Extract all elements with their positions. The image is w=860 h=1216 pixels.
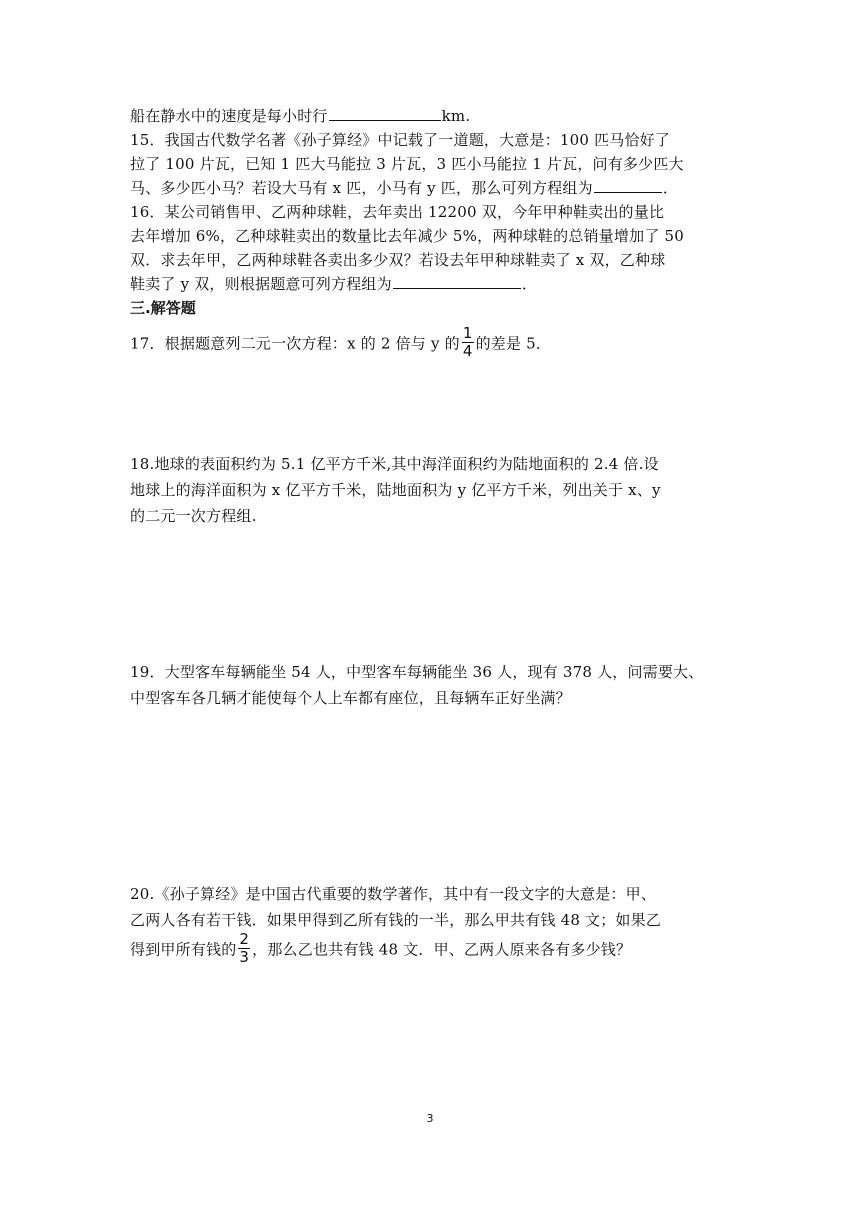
question-19-line-1: 19．大型客车每辆能坐 54 人，中型客车每辆能坐 36 人，现有 378 人，问需要大、 bbox=[130, 663, 704, 681]
q15-text-before: 马、多少匹小马？若设大马有 x 匹，小马有 y 匹，那么可列方程组为 bbox=[130, 179, 593, 197]
question-15-line-3 bbox=[130, 176, 678, 200]
question-20-line-2: 乙两人各有若干钱．如果甲得到乙所有钱的一半，那么甲共有钱 48 文；如果乙 bbox=[130, 911, 662, 929]
q14-answer-blank[interactable] bbox=[329, 106, 441, 121]
q15-answer-blank[interactable] bbox=[594, 178, 662, 193]
question-16-line-2: 去年增加 6%，乙种球鞋卖出的数量比去年减少 5%，两种球鞋的总销量增加了 50 bbox=[130, 227, 684, 245]
question-17 bbox=[130, 324, 552, 361]
question-15-line-1: 15．我国古代数学名著《孙子算经》中记载了一道题，大意是：100 匹马恰好了 bbox=[130, 131, 671, 149]
q17-text-after: 的差是 5． bbox=[475, 334, 552, 353]
q17-fraction bbox=[462, 326, 474, 359]
section-heading-answer-questions: 三.解答题 bbox=[130, 299, 196, 317]
q20-fraction-numerator: 2 bbox=[239, 930, 250, 948]
q20-text-before: 得到甲所有钱的 bbox=[130, 940, 237, 959]
q16-text-before: 鞋卖了 y 双，则根据题意可列方程组为 bbox=[130, 275, 392, 293]
q14-text-before: 船在静水中的速度是每小时行 bbox=[130, 107, 328, 125]
q16-answer-blank[interactable] bbox=[393, 274, 521, 289]
question-20-line-3 bbox=[130, 930, 632, 967]
q15-text-after: ． bbox=[662, 179, 679, 197]
question-15-line-2: 拉了 100 片瓦，已知 1 匹大马能拉 3 片瓦，3 匹小马能拉 1 片瓦，问有多少匹大 bbox=[130, 155, 684, 173]
question-19-line-2: 中型客车各几辆才能使每个人上车都有座位，且每辆车正好坐满？ bbox=[130, 689, 571, 707]
question-16-line-3: 双．求去年甲，乙两种球鞋各卖出多少双？若设去年甲种球鞋卖了 x 双，乙种球 bbox=[130, 251, 666, 269]
q16-text-after: ． bbox=[521, 275, 538, 293]
question-16-line-1: 16．某公司销售甲、乙两种球鞋，去年卖出 12200 双，今年甲种鞋卖出的量比 bbox=[130, 203, 665, 221]
question-14-tail bbox=[130, 104, 470, 128]
question-18-line-3: 的二元一次方程组. bbox=[130, 507, 257, 525]
q14-text-after: km. bbox=[441, 107, 471, 125]
q17-text-before: 17．根据题意列二元一次方程：x 的 2 倍与 y 的 bbox=[130, 334, 460, 353]
question-18-line-1: 18.地球的表面积约为 5.1 亿平方千米,其中海洋面积约为陆地面积的 2.4 倍.设 bbox=[130, 455, 659, 473]
question-20-line-1: 20.《孙子算经》是中国古代重要的数学著作，其中有一段文字的大意是：甲、 bbox=[130, 885, 657, 903]
q17-fraction-denominator: 4 bbox=[462, 342, 473, 360]
q20-fraction bbox=[238, 932, 250, 965]
page-number: 3 bbox=[426, 1112, 434, 1125]
q20-fraction-denominator: 3 bbox=[239, 948, 250, 966]
q17-fraction-numerator: 1 bbox=[462, 324, 473, 342]
question-16-line-4 bbox=[130, 272, 537, 296]
q20-text-after: ，那么乙也共有钱 48 文．甲、乙两人原来各有多少钱？ bbox=[252, 940, 632, 959]
question-18-line-2: 地球上的海洋面积为 x 亿平方千米，陆地面积为 y 亿平方千米，列出关于 x、y bbox=[130, 481, 661, 499]
